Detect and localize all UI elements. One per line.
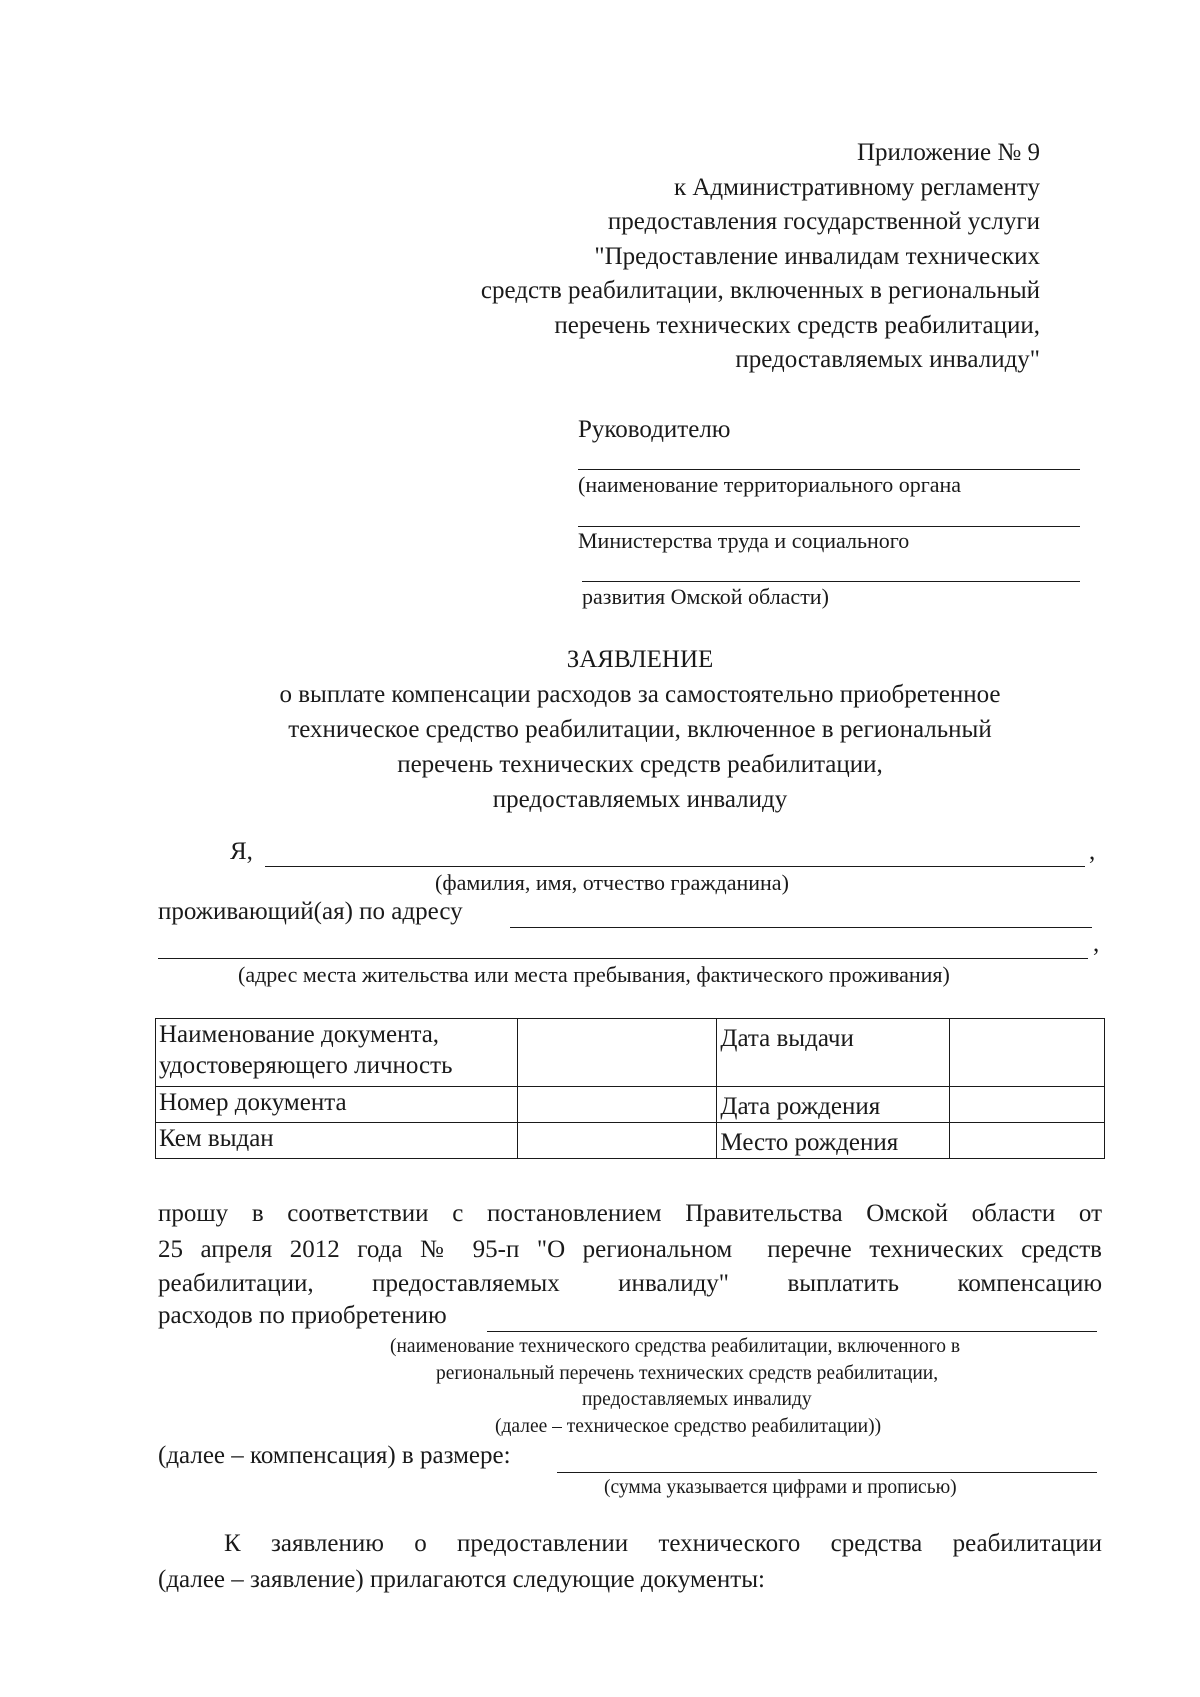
addressee-line-2[interactable] <box>578 526 1080 527</box>
address-label: проживающий(ая) по адресу <box>158 898 463 925</box>
appendix-line: Приложение № 9 <box>856 139 1040 166</box>
applicant-name-field[interactable] <box>265 866 1085 867</box>
tsr-hint-2: региональный перечень технических средств реабилитации, <box>436 1363 939 1384</box>
address-comma: , <box>1093 930 1100 957</box>
addressee-hint-3: развития Омской области) <box>582 584 829 609</box>
birth-place-value[interactable] <box>950 1123 1105 1159</box>
statement-title: ЗАЯВЛЕНИЕ <box>566 646 714 673</box>
issue-date-value[interactable] <box>950 1019 1105 1087</box>
request-line-3: реабилитации, предоставляемых инвалиду" выплатить компенсацию <box>158 1270 1102 1297</box>
attachments-line-1: К заявлению о предоставлении технического средства реабилитации <box>224 1530 1102 1557</box>
subtitle-line: техническое средство реабилитации, включенное в региональный <box>288 716 992 743</box>
attachments-line-2: (далее – заявление) прилагаются следующие документы: <box>158 1566 765 1593</box>
addressee-line-1[interactable] <box>578 469 1080 470</box>
table-row <box>156 1123 1105 1159</box>
subtitle-line: о выплате компенсации расходов за самостоятельно приобретенное <box>279 681 1001 708</box>
tsr-name-field[interactable] <box>487 1331 1097 1332</box>
birth-place-label: Место рождения <box>717 1123 950 1159</box>
doc-name-label: Наименование документа, удостоверяющего личность <box>156 1019 518 1087</box>
applicant-comma: , <box>1089 838 1096 865</box>
appendix-block <box>481 136 1040 378</box>
addressee-line-3[interactable] <box>582 581 1080 582</box>
addressee-hint-2: Министерства труда и социального <box>578 528 910 553</box>
tsr-hint-1: (наименование технического средства реабилитации, включенного в <box>390 1336 961 1357</box>
doc-number-label: Номер документа <box>156 1087 518 1123</box>
appendix-line: средств реабилитации, включенных в региональный <box>480 277 1040 304</box>
issued-by-label: Кем выдан <box>156 1123 518 1159</box>
appendix-line: предоставляемых инвалиду" <box>735 346 1040 373</box>
appendix-line: к Административному регламенту <box>673 173 1040 201</box>
issue-date-label: Дата выдачи <box>717 1019 950 1087</box>
request-line-2: 25 апреля 2012 года № 95-п "О региональном перечне технических средств <box>158 1236 1102 1263</box>
applicant-prefix: Я, <box>230 838 253 865</box>
statement-subtitle <box>0 677 1200 817</box>
table-row <box>156 1087 1105 1123</box>
name-hint: (фамилия, имя, отчество гражданина) <box>435 870 789 895</box>
addressee-title: Руководителю <box>578 416 731 443</box>
appendix-line: "Предоставление инвалидам технических <box>594 242 1040 270</box>
tsr-hint-4: (далее – техническое средство реабилитации)) <box>495 1416 882 1437</box>
amount-field[interactable] <box>557 1472 1097 1473</box>
amount-hint: (сумма указывается цифрами и прописью) <box>604 1477 957 1498</box>
request-line-4: расходов по приобретению <box>158 1302 447 1329</box>
issued-by-value[interactable] <box>517 1123 717 1159</box>
address-field-2[interactable] <box>158 958 1088 959</box>
appendix-line: предоставления государственной услуги <box>607 208 1040 235</box>
addressee-hint-1: (наименование территориального органа <box>578 472 962 497</box>
address-hint: (адрес места жительства или места пребывания, фактического проживания) <box>238 962 950 987</box>
subtitle-line: предоставляемых инвалиду <box>492 786 788 813</box>
amount-label: (далее – компенсация) в размере: <box>158 1442 511 1469</box>
appendix-line: перечень технических средств реабилитации, <box>554 311 1040 339</box>
request-line-1: прошу в соответствии с постановлением Правительства Омской области от <box>158 1200 1102 1227</box>
subtitle-line: перечень технических средств реабилитации, <box>397 751 883 778</box>
tsr-hint-3: предоставляемых инвалиду <box>582 1389 812 1410</box>
doc-name-value[interactable] <box>517 1019 717 1087</box>
birth-date-value[interactable] <box>950 1087 1105 1123</box>
id-document-table <box>155 1018 1105 1159</box>
birth-date-label: Дата рождения <box>717 1087 950 1123</box>
table-row <box>156 1019 1105 1087</box>
address-field-1[interactable] <box>510 927 1092 928</box>
doc-number-value[interactable] <box>517 1087 717 1123</box>
